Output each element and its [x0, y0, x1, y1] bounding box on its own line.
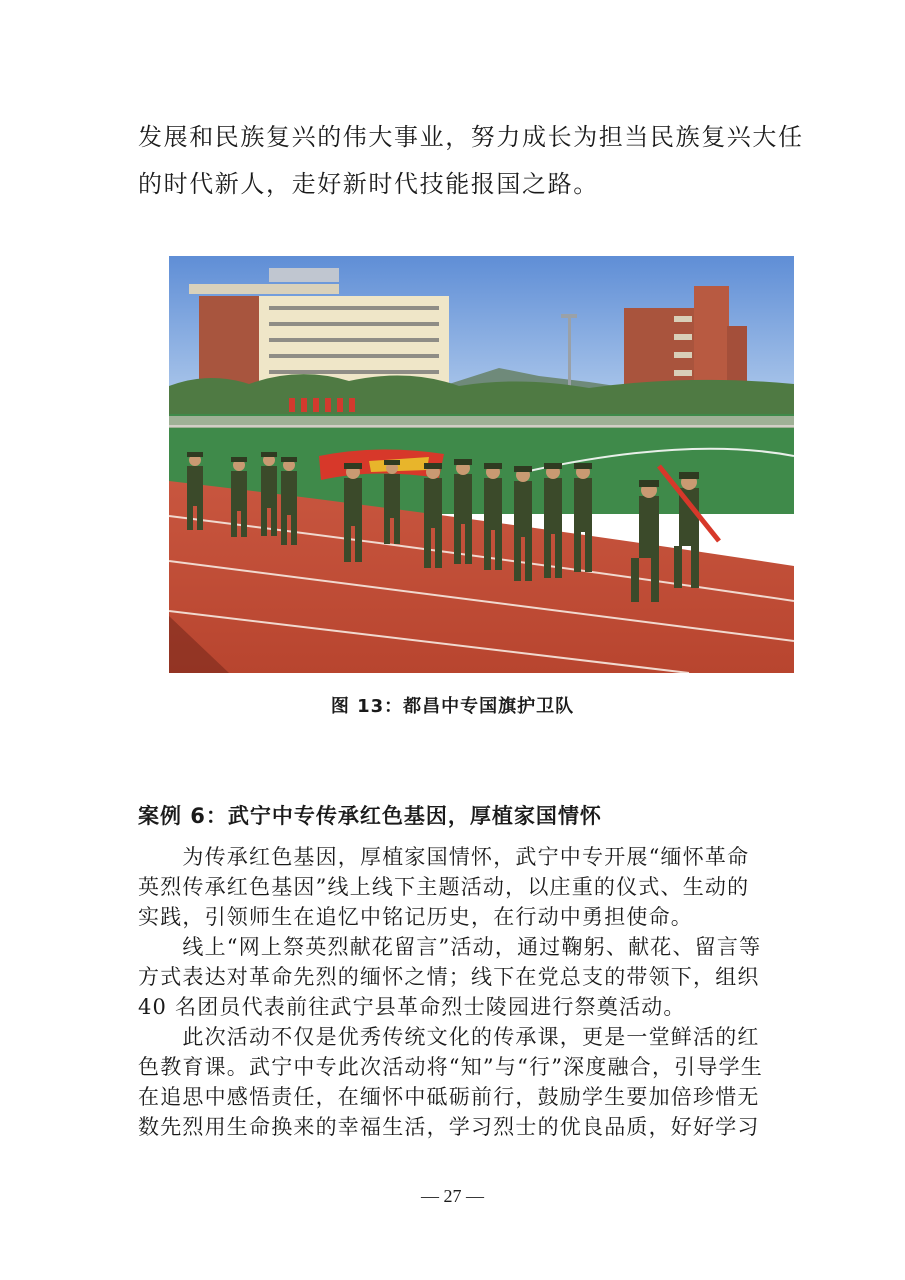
intro-paragraph [138, 114, 804, 208]
text-line: 此次活动不仅是优秀传统文化的传承课，更是一堂鲜活的红 [138, 1025, 760, 1049]
page-number: — 27 — [421, 1186, 484, 1206]
text-line: 40 名团员代表前往武宁县革命烈士陵园进行祭奠活动。 [138, 995, 686, 1019]
text-line: 数先烈用生命换来的幸福生活，学习烈士的优良品质，好好学习 [138, 1115, 760, 1139]
case-body [138, 842, 778, 1142]
text-line: 色教育课。武宁中专此次活动将“知”与“行”深度融合，引导学生 [138, 1055, 763, 1079]
case-title: 案例 6：武宁中专传承红色基因，厚植家国情怀 [138, 804, 602, 828]
text-line: 为传承红色基因，厚植家国情怀，武宁中专开展“缅怀革命 [138, 845, 750, 869]
figure-caption: 图 13：都昌中专国旗护卫队 [330, 696, 575, 717]
text-line: 在追思中感悟责任，在缅怀中砥砺前行，鼓励学生要加倍珍惜无 [138, 1085, 760, 1109]
honor-guard-photo [169, 256, 794, 673]
text-line: 发展和民族复兴的伟大事业，努力成长为担当民族复兴大任 [138, 123, 804, 151]
text-line: 英烈传承红色基因”线上线下主题活动，以庄重的仪式、生动的 [138, 875, 750, 899]
text-line: 的时代新人，走好新时代技能报国之路。 [138, 170, 599, 198]
text-line: 方式表达对革命先烈的缅怀之情；线下在党总支的带领下，组织 [138, 965, 760, 989]
text-line: 实践，引领师生在追忆中铭记历史，在行动中勇担使命。 [138, 905, 693, 929]
text-line: 线上“网上祭英烈献花留言”活动，通过鞠躬、献花、留言等 [138, 935, 762, 959]
